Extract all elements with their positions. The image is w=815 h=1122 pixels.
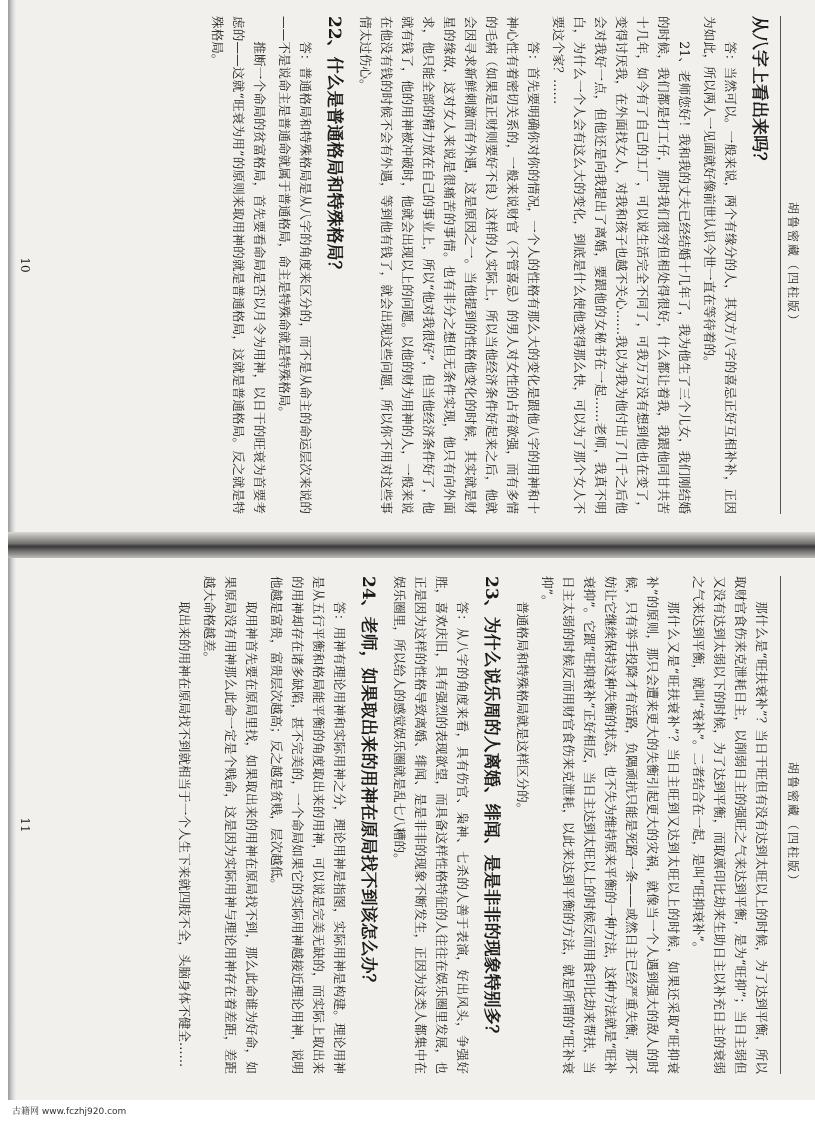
right-section-2-title: 23、为什么说乐周的人离婚、绯闻、是是非非的现象特别多？	[481, 576, 501, 1042]
right-page-number: 11	[18, 817, 32, 833]
right-section-2	[389, 576, 502, 1074]
left-section-2	[355, 16, 544, 514]
left-section-1-title: 从八字上看出来吗？	[749, 16, 769, 169]
left-section-3	[207, 16, 345, 514]
rotated-book-spread	[8, 0, 815, 1100]
left-section-2-para-1: 答：首先要明确你对你的情况，一个人的性格有那么大的变化是跟他八字的用神和十神心性有着密切关系的，一般来说财官（不管喜忌）的男人对女性的占有欲强，而有多情的毛病（如果是正财则要好不良）这样的人实际上，所以当他经济条件好起来之后，他就会因寻求新鲜刺激而有外遇，这是原因之一。当他提到的性格他变化的时候，其实就是财星的缘故，这对女人来说是很痛苦的事情。也有非分之想但无条件实现，他只有向外面求，他只能全部的精力放在自己的事业上，所以“他对我很好”，但当他经济条件好了，他就有钱了，他的用神被冲破时，他就会出现以上的问题。以他的财为用神的人，一般来说在他没有钱的时候不会有外遇，等到他有钱了，就会出现这些问题，所以你不用对这些事情太过伤心。	[358, 16, 542, 514]
left-running-head: 胡鲁密藏（四柱版）	[780, 16, 802, 514]
right-section-1-para-1: 那什么是“旺扶衰补”？当日干旺但有没有达到太旺以上的时候，为了达到平衡，所以取财官食伤来克泄耗日主，以削弱日主的强旺之气来达到平衡，是为“旺抑”；当日主弱但又没有达到太弱以下的时候，为了达到平衡，而取禀印比劫来生助日主以补充日主的衰弱之气来达到平衡，就叫“衰补”。二者结合在一起，是叫“旺抑衰补”。	[691, 576, 769, 1074]
book-gutter	[8, 532, 815, 558]
left-section-1-para-2: 21、老师您好！我和我的丈夫已经结婚十几年了，我为他生了三个儿女，我们刚结婚的时候，我们都是打工仔，那时我们很穷但相处得很好，什么都让着我，我跟他同甘共苦十几年，如今有了自己的工厂，可以说生活完全不同了，可我万万没有想到他也在变了，变得讨厌我，在外面找女人，对我和孩子也越不关心……我以为我为他付出了几千之后他会对我好一点，但他还是向我提出了离婚，要跟他的女秘书在一起……老师，我真不明白，为什么一个人会有这么大的变化，到底是什么使他变得那么快，可以为了那个女人不要这个家？……	[551, 16, 693, 514]
left-section-3-title: 22、什么是普通格局和特殊格局？	[324, 16, 345, 278]
right-section-3-para-1: 答：用神有理论用神和实际用神之分，理论用神是指图，实际用神是构建。理论用神是从五行平衡和格局能平衡的角度取出来的用神，可以说是完美无缺的，而实际上取出来的用神却存在诸多缺陷，甚不完美的，一个命局如果它的实际用神越接近理论用神，说明他越是富贵，富贵层次越高；反之越是贫贱，层次越低。	[269, 576, 348, 1074]
right-running-head: 胡鲁密藏（四柱版）	[780, 576, 802, 1074]
right-section-2-para-1: 答：从八字的角度来看，具有伤官、枭神、七杀的人善于表演，好出风头，争强好胜，喜欢庆旧，具有强烈的表现欲望，而具备这样性格特征的人往往在娱乐圈里发展，也正是因为这样的性格导致离婚、绯闻、是是非非的现象不断发生，正因为这类人都集中在娱乐圈里，所以给人的感觉娱乐圈就是乱七八糟的。	[392, 576, 471, 1074]
right-section-3-para-3: 取出来的用神在原局找不到就相当于一个人生下来就四肢不全，头脑身体不健全……	[177, 601, 193, 1068]
left-page-number: 10	[18, 257, 32, 273]
scanned-page	[8, 0, 815, 1100]
right-section-3	[174, 576, 379, 1074]
footer-watermark: 古籍网 www.fczhj920.com	[12, 1107, 127, 1117]
right-section-1	[512, 576, 772, 1074]
right-section-3-para-2: 取用神首先要在原局里找，如果取出来的用神在原局找不到，那么此命谁为好命，如果原局没有用神那么此命一定是个贱命，这是因为实际用神与理论用神存在着差距，差距越大命格越差。	[202, 576, 260, 1074]
left-page	[8, 0, 815, 530]
left-section-3-para-2: 推断一个命局的贫富格局，首先要看命局是否以月令为用神，以日干的旺衰为首要考虑的——这就“旺衰为用”的原则来取用神的就是普通格局，这就是普通格局。反之就是特殊格局。	[210, 16, 268, 514]
left-section-3-para-1: 答：普通格局和特殊格局是从八字的角度来区分的，而不是从命主的命运层次来说的——不是说命主是普通命就属于普通格局，命主是特殊命就是特殊格局。	[277, 16, 314, 514]
right-section-3-title: 24、老师，如果取出来的用神在原局找不到该怎么办？	[358, 576, 379, 991]
left-section-1-para-1: 答：当然可以。一般来说，两个有缘分的人，其双方八字的喜忌正好互相补补，正因为如此，所以两人一见面就好像前世认识今世一直在等待着的。	[702, 16, 739, 514]
right-page	[8, 560, 815, 1090]
right-section-1-para-3: 普通格局和特殊格局就是这样区分的。	[515, 601, 530, 816]
right-section-1-para-2: 那什么又是“旺扶衰补”？当日主旺到又达到太旺以上的时候，如果还采取“旺抑衰补”的原则，那只会遭来更大的失衡引起更大的灾祸，就像当一个人遇到强大的敌人的时候，只有举手投降才有活路，负隅顽抗只能是死路一条——或然日主已经严重失衡，那不妨让它继续保持这种失衡的状态，也不失为维持原来平衡的一种方法，这种方法就是“旺补衰抑”。它跟“旺抑衰补”正好相反，当日主达到太旺以上的时候反而用食印比劫来帮扶，当日主太弱的时候反而用财官食伤来克泄耗，以此来达到平衡的方法，就是所谓的“旺补衰抑”。	[540, 576, 681, 1074]
left-section-1	[548, 16, 770, 514]
